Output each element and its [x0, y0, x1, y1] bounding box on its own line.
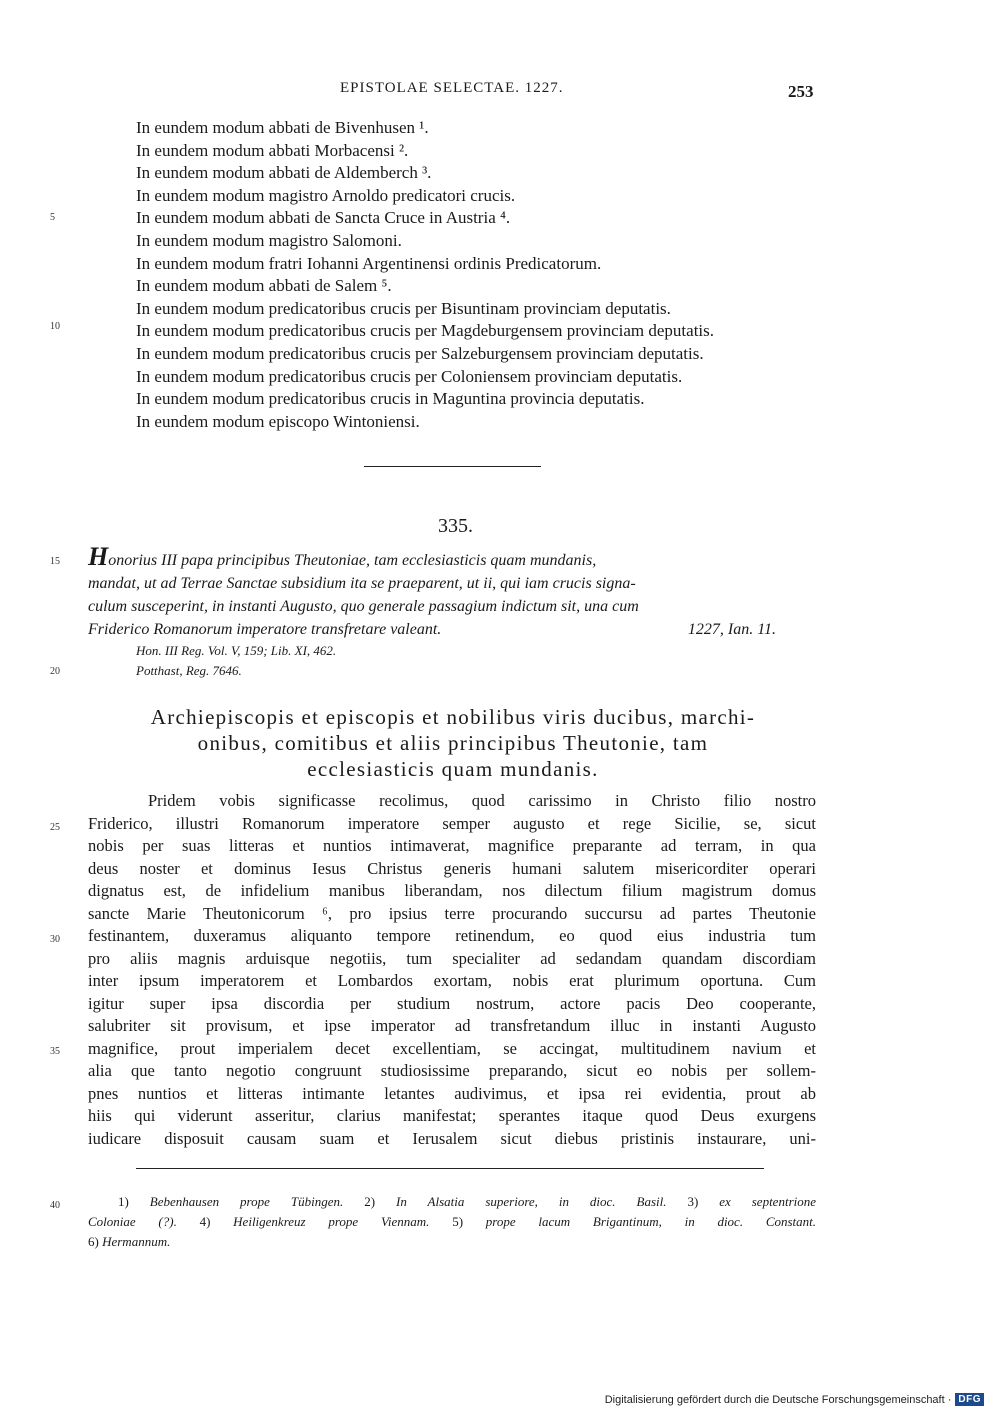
- body-line: Pridem vobis significasse recolimus, quod carissimo in Christo filio nostro: [148, 791, 816, 810]
- footnote-line: [88, 1212, 816, 1232]
- footnote-text: prope lacum Brigantinum, in dioc. Constant.: [485, 1214, 817, 1229]
- margin-line-number: 25: [50, 822, 60, 833]
- margin-line-number: 15: [50, 556, 60, 567]
- summary-line: [88, 618, 816, 641]
- footnote-number: 2): [364, 1194, 376, 1209]
- footnote-text: In Alsatia superiore, in dioc. Basil.: [395, 1194, 667, 1209]
- body-line: igitur super ipsa discordia per studium nostrum, actore pacis Deo cooperante,: [88, 993, 816, 1013]
- list-line: In eundem modum predicatoribus crucis per Bisuntinam provinciam deputatis.: [136, 298, 671, 318]
- list-line: In eundem modum magistro Salomoni.: [136, 230, 402, 250]
- letter-body: [88, 790, 816, 1150]
- address-line: ecclesiasticis quam mundanis.: [307, 757, 599, 781]
- list-line: In eundem modum episcopo Wintoniensi.: [136, 411, 420, 431]
- body-line: hiis qui viderunt asseritur, clarius manifestat; sperantes itaque quod Deus exurgens: [88, 1106, 816, 1125]
- list-line: In eundem modum predicatoribus crucis per Salzeburgensem provinciam deputatis.: [136, 343, 704, 363]
- margin-line-number: 20: [50, 666, 60, 677]
- document-number: 335.: [438, 515, 473, 537]
- body-line: pnes nuntios et litteras intimante letantes audivimus, et ipsa rei evidentia, prout ab: [88, 1083, 816, 1103]
- summary-text: onorius III papa principibus Theutoniae, tam ecclesiasticis quam mundanis,: [108, 552, 597, 569]
- footnote-text: Coloniae (?).: [88, 1214, 177, 1229]
- footnote-number: 6): [88, 1234, 99, 1249]
- list-line: In eundem modum predicatoribus crucis per Magdeburgensem provinciam deputatis.: [136, 321, 714, 341]
- credit-text: Digitalisierung gefördert durch die Deutsche Forschungsgemeinschaft ·: [604, 1393, 952, 1406]
- footnote-text: Hermannum.: [102, 1234, 171, 1249]
- footnote-number: 3): [687, 1194, 699, 1209]
- list-line: In eundem modum magistro Arnoldo predicatori crucis.: [136, 185, 516, 205]
- summary-text: Friderico Romanorum imperatore transfretare valeant.: [88, 621, 442, 638]
- register-references: [136, 641, 336, 681]
- document-date: 1227, Ian. 11.: [687, 621, 776, 638]
- reference-line: Potthast, Reg. 7646.: [136, 663, 242, 678]
- list-line: In eundem modum abbati de Salem ⁵.: [136, 276, 392, 296]
- footnote-text: Bebenhausen prope Tübingen.: [149, 1194, 344, 1209]
- body-line: pro aliis magnis arduisque negotiis, tum specialiter ad sedandam quandam discordiam: [88, 948, 816, 968]
- body-line: deus noster et dominus Iesus Christus generis humani salutem misericorditer operari: [88, 858, 816, 878]
- list-line: In eundem modum abbati de Aldemberch ³.: [136, 163, 432, 183]
- address-line: Archiepiscopis et episcopis et nobilibus viris ducibus, marchi-: [150, 705, 756, 729]
- running-title: EPISTOLAE SELECTAE. 1227.: [340, 80, 564, 96]
- body-line: dignatus est, de infidelium manibus liberandam, nos dilectum filium magistrum domus: [88, 881, 816, 900]
- body-line: alia que tanto negotio congruunt studiosissime preparando, sicut eo nobis per sollem-: [88, 1061, 816, 1080]
- margin-line-number: 30: [50, 934, 60, 945]
- margin-line-number: 40: [50, 1200, 60, 1211]
- address-line: onibus, comitibus et aliis principibus Theutonie, tam: [197, 731, 709, 755]
- footnote-number: 5): [452, 1214, 464, 1229]
- body-line: nobis per suas litteras et nuntios intimaverat, magnifice preparante ad terram, in qua: [88, 836, 816, 855]
- section-divider: [364, 466, 541, 467]
- summary-line: mandat, ut ad Terrae Sanctae subsidium ita se praeparent, ut ii, qui iam crucis signa-: [88, 575, 636, 592]
- dfg-logo: DFG: [955, 1393, 984, 1406]
- reference-line: Hon. III Reg. Vol. V, 159; Lib. XI, 462.: [136, 643, 337, 658]
- list-line: In eundem modum predicatoribus crucis per Coloniensem provinciam deputatis.: [136, 366, 683, 386]
- footnote-line: [88, 1192, 816, 1212]
- summary-line: [88, 542, 816, 572]
- footnote-number: 4): [199, 1214, 211, 1229]
- body-line: sancte Marie Theutonicorum ⁶, pro ipsius terre procurando succursu ad partes Theutonie: [88, 903, 816, 923]
- address-heading: [88, 704, 818, 782]
- footnote-text: ex septentrione: [719, 1194, 817, 1209]
- summary-initial: H: [88, 542, 109, 571]
- list-line: In eundem modum abbati de Sancta Cruce in Austria ⁴.: [136, 208, 511, 228]
- body-line: Friderico, illustri Romanorum imperatore semper augusto et rege Sicilie, se, sicut: [88, 813, 816, 833]
- document-summary: [88, 542, 816, 641]
- summary-line: culum susceperint, in instanti Augusto, quo generale passagium indictum sit, una cum: [88, 598, 639, 615]
- body-line: iudicare disposuit causam suam et Ierusalem sicut diebus pristinis instaurare, uni-: [88, 1128, 816, 1148]
- body-line: festinantem, duxeramus aliquanto tempore retinendum, eo quod eius industria tum: [88, 926, 816, 945]
- list-line: In eundem modum fratri Iohanni Argentinensi ordinis Predicatorum.: [136, 253, 602, 273]
- body-line: magnifice, prout imperialem decet excellentiam, se accingat, multitudinem navium et: [88, 1038, 816, 1058]
- footnotes: [88, 1192, 816, 1252]
- footnote-number: 1): [118, 1194, 129, 1209]
- list-line: In eundem modum predicatoribus crucis in Maguntina provincia deputatis.: [136, 389, 645, 409]
- body-line: salubriter sit provisum, et ipse imperator ad transfretandum illuc in instanti Augusto: [88, 1016, 816, 1035]
- footnote-line: [88, 1232, 816, 1252]
- page-number: 253: [788, 82, 814, 101]
- margin-line-number: 5: [50, 212, 55, 223]
- recipient-list: [136, 117, 826, 433]
- margin-line-number: 10: [50, 321, 60, 332]
- list-line: In eundem modum abbati de Bivenhusen ¹.: [136, 118, 429, 137]
- footnote-text: Heiligenkreuz prope Viennam.: [233, 1214, 430, 1229]
- body-line: inter ipsum imperatorem et Lombardos exortam, nobis erat plurimum oportuna. Cum: [88, 971, 816, 990]
- footnote-rule: [136, 1168, 764, 1169]
- list-line: In eundem modum abbati Morbacensi ².: [136, 140, 409, 160]
- digitization-credit: [605, 1393, 984, 1406]
- margin-line-number: 35: [50, 1046, 60, 1057]
